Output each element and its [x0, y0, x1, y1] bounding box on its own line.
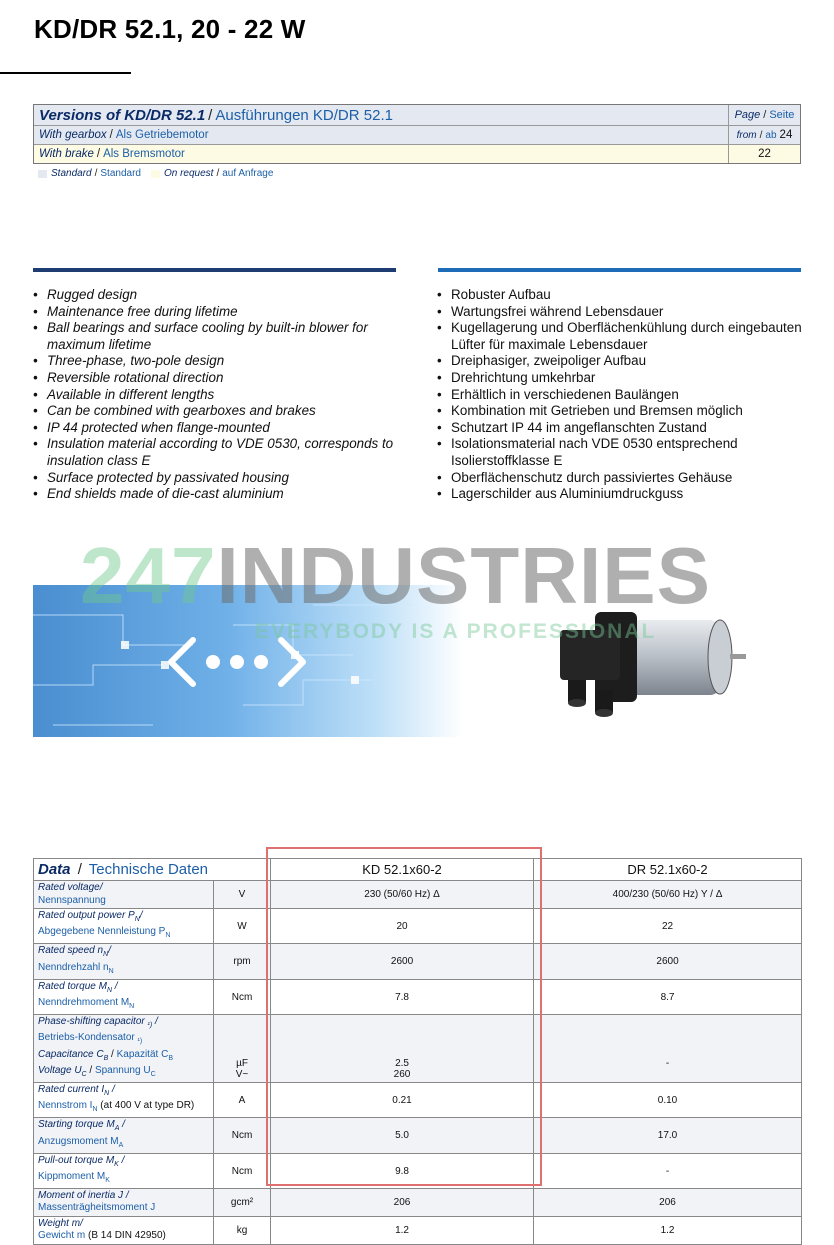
row-label-sub: N: [129, 1003, 135, 1011]
row-label-de: Massenträgheitsmoment J: [38, 1202, 156, 1214]
versions-title-de: Ausführungen KD/DR 52.1: [215, 106, 393, 124]
legend-request-en: On request: [163, 168, 214, 179]
feature-en: • Insulation material according to VDE 0530, corresponds to insulation class E: [33, 436, 408, 469]
data-title-de: Technische Daten: [88, 861, 209, 878]
row-label-de: Gewicht m: [38, 1230, 86, 1242]
features-en-bar: [33, 268, 396, 272]
feature-de: • Drehrichtung umkehrbar: [437, 370, 817, 387]
version-gearbox-en: With gearbox: [39, 129, 107, 141]
version-brake-en: With brake: [39, 148, 94, 160]
row-label-en: Pull-out torque M: [38, 1154, 115, 1166]
legend-standard-de: Standard: [100, 168, 141, 179]
row-label-tail: /: [108, 945, 111, 957]
row-label-de: Anzugsmoment M: [38, 1135, 119, 1147]
version-gearbox-de: Als Getriebemotor: [115, 129, 209, 141]
request-swatch: [151, 170, 160, 178]
row-unit: Ncm: [214, 1118, 271, 1153]
row-value-dr: 22: [534, 909, 802, 944]
row-label-en: Moment of inertia J /: [38, 1190, 129, 1202]
standard-swatch: [38, 170, 47, 178]
row-label-tail: /: [112, 980, 118, 992]
feature-en: • Three-phase, two-pole design: [33, 353, 408, 370]
features-list-en: [33, 287, 408, 503]
title-rule: [0, 72, 131, 74]
col-header-dr: DR 52.1x60-2: [534, 859, 802, 881]
row-label-sub: B: [103, 1054, 109, 1062]
feature-en: • Available in different lengths: [33, 387, 408, 404]
from-label-en: from: [736, 129, 757, 141]
row-value-kd: 20: [271, 909, 534, 944]
version-row-gearbox: With gearbox / Als Getriebemotor from / ab 24: [34, 126, 800, 145]
row-value-kd: 1.2: [271, 1216, 534, 1244]
row-value-kd: 206: [271, 1189, 534, 1216]
page-label-en: Page: [734, 109, 761, 121]
row-label-en: Rated output power P: [38, 910, 135, 921]
row-value-dr: -: [665, 1058, 670, 1070]
features-de-bar: [438, 268, 801, 272]
row-label-en: Phase-shifting capacitor: [38, 1016, 148, 1028]
row-label-sub: N: [165, 932, 171, 940]
version-gearbox-page: 24: [779, 129, 793, 141]
feature-en: • Rugged design: [33, 287, 408, 304]
feature-de: • Dreiphasiger, zweipoliger Aufbau: [437, 353, 817, 370]
row-value-kd: 7.8: [271, 979, 534, 1014]
row-value-dr: 206: [534, 1189, 802, 1216]
feature-de: • Isolationsmaterial nach VDE 0530 entsprechend Isolierstoffklasse E: [437, 436, 817, 469]
row-unit: µF: [236, 1058, 248, 1070]
feature-de: • Schutzart IP 44 im angeflanschten Zustand: [437, 420, 817, 437]
row-unit: V: [214, 881, 271, 909]
row-label-tail: /: [118, 1154, 125, 1166]
row-value-dr: 0.10: [534, 1083, 802, 1118]
row-label-note: (at 400 V at type DR): [97, 1100, 195, 1112]
feature-de: • Oberflächenschutz durch passiviertes Gehäuse: [437, 470, 817, 487]
features-list-de: [437, 287, 817, 503]
row-label-sub: A: [118, 1141, 124, 1149]
row-label-note: (B 14 DIN 42950): [85, 1230, 166, 1242]
row-unit: A: [214, 1083, 271, 1118]
row-label-sub: ¹): [147, 1022, 153, 1030]
watermark-brand-a: 247: [80, 531, 217, 620]
row-label-sub: N: [92, 1106, 98, 1114]
kd-column-highlight: [266, 847, 542, 1186]
row-label-de: Nennstrom I: [38, 1100, 93, 1112]
version-brake-de: Als Bremsmotor: [103, 148, 185, 160]
row-value-kd-2: 260: [393, 1069, 411, 1081]
row-value-dr: 17.0: [534, 1118, 802, 1153]
row-label-de: Spannung U: [94, 1064, 151, 1076]
data-title-en: Data: [38, 861, 71, 878]
row-label-tail: /: [109, 1084, 115, 1096]
row-value-kd: 2600: [271, 944, 534, 979]
row-label-tail: /: [139, 910, 143, 921]
row-label-de: Nennspannung: [38, 894, 106, 906]
row-label-de: Abgegebene Nennleistung P: [38, 926, 166, 938]
row-label-en: Rated voltage/: [38, 882, 103, 894]
row-label-en: Starting torque M: [38, 1119, 115, 1131]
versions-table: [33, 104, 801, 164]
row-label-de: Nenndrehmoment M: [38, 997, 130, 1009]
feature-en: • End shields made of die-cast aluminium: [33, 486, 408, 503]
data-table-header: Data / Technische Daten KD 52.1x60-2 DR 52.1x60-2: [34, 859, 802, 881]
row-label-sub: N: [134, 916, 140, 923]
feature-en: • Can be combined with gearboxes and brakes: [33, 403, 408, 420]
row-value-dr: 8.7: [534, 979, 802, 1014]
row-unit: W: [214, 909, 271, 944]
feature-de: • Wartungsfrei während Lebensdauer: [437, 304, 817, 321]
row-value-kd: 2.5: [395, 1058, 409, 1070]
feature-de: • Kugellagerung und Oberflächenkühlung durch eingebauten Lüfter für maximale Lebensdauer: [437, 320, 817, 353]
row-label-de: Betriebs-Kondensator: [38, 1032, 138, 1044]
from-label-de: ab: [765, 129, 777, 141]
feature-de: • Kombination mit Getrieben und Bremsen möglich: [437, 403, 817, 420]
row-value-kd: 0.21: [271, 1083, 534, 1118]
row-unit-2: V~: [235, 1069, 249, 1081]
watermark-brand-b: INDUSTRIES: [216, 531, 711, 620]
feature-de: • Lagerschilder aus Aluminiumdruckguss: [437, 486, 817, 503]
row-value-dr: 400/230 (50/60 Hz) Y / Δ: [534, 881, 802, 909]
row-label-sub: C: [81, 1070, 87, 1078]
row-unit: rpm: [214, 944, 271, 979]
row-value-dr: 1.2: [534, 1216, 802, 1244]
row-label-tail: /: [119, 1119, 125, 1131]
col-header-kd: KD 52.1x60-2: [271, 859, 534, 881]
row-value-dr: 2600: [534, 944, 802, 979]
version-brake-page: 22: [758, 148, 771, 160]
watermark-tagline: EVERYBODY IS A PROFESSIONAL: [255, 620, 657, 643]
legend-request-de: auf Anfrage: [222, 168, 274, 179]
row-label-sub: N: [106, 986, 112, 994]
watermark: [80, 530, 711, 622]
row-label-sub: K: [114, 1160, 119, 1168]
feature-en: • Reversible rotational direction: [33, 370, 408, 387]
row-label-sub: N: [104, 1090, 110, 1098]
row-unit: kg: [214, 1216, 271, 1244]
row-label-en: Rated current I: [38, 1084, 105, 1096]
row-unit: Ncm: [214, 979, 271, 1014]
row-label-de: Kippmoment M: [38, 1171, 106, 1183]
feature-en: • Maintenance free during lifetime: [33, 304, 408, 321]
row-unit: Ncm: [214, 1153, 271, 1188]
table-row: [34, 1216, 802, 1244]
page-label-de: Seite: [769, 109, 795, 121]
row-label-sub: B: [168, 1054, 173, 1062]
row-label-sub: C: [150, 1070, 156, 1078]
feature-en: • Surface protected by passivated housing: [33, 470, 408, 487]
page-title: KD/DR 52.1, 20 - 22 W: [34, 14, 306, 44]
row-label-en: Weight m/: [38, 1217, 83, 1229]
row-label-en: Rated speed n: [38, 945, 104, 957]
row-label-de: Kapazität C: [116, 1048, 169, 1060]
row-label-sub: A: [114, 1125, 120, 1133]
versions-header: Versions of KD/DR 52.1 / Ausführungen KD/DR 52.1 Page / Seite: [34, 105, 800, 126]
legend: Standard / Standard On request / auf Anfrage: [38, 168, 273, 179]
row-label-sub: ¹): [137, 1038, 143, 1046]
row-unit: gcm²: [214, 1189, 271, 1216]
versions-title-en: Versions of KD/DR 52.1: [39, 106, 206, 124]
feature-en: • Ball bearings and surface cooling by built-in blower for maximum lifetime: [33, 320, 408, 353]
row-label-sub: K: [105, 1177, 110, 1185]
row-value-kd: 5.0: [271, 1118, 534, 1153]
table-row: Phase-shifting capacitor $_{^1)}$ / Betriebs-Kondensator $_{^1)}$ Capacitance $C_B$ / Kapazität $C_B$ Voltage $U_C$ / Spannung $U_C$ µF V~ 2.5 260 -: [34, 1015, 802, 1083]
row-label-en: Voltage U: [38, 1064, 82, 1076]
row-label-en: Capacitance C: [38, 1048, 104, 1060]
legend-standard-en: Standard: [51, 168, 92, 179]
row-value-kd: 230 (50/60 Hz) Δ: [271, 881, 534, 909]
row-label-sub: N: [103, 951, 109, 959]
row-value-kd: 9.8: [271, 1153, 534, 1188]
feature-de: • Robuster Aufbau: [437, 287, 817, 304]
row-label-sub: N: [108, 967, 114, 975]
version-row-brake: With brake / Als Bremsmotor 22: [34, 145, 800, 163]
row-label-en: Rated torque M: [38, 980, 107, 992]
row-label-de: Nenndrehzahl n: [38, 961, 109, 973]
feature-en: • IP 44 protected when flange-mounted: [33, 420, 408, 437]
row-value-dr: -: [534, 1153, 802, 1188]
feature-de: • Erhältlich in verschiedenen Baulängen: [437, 387, 817, 404]
